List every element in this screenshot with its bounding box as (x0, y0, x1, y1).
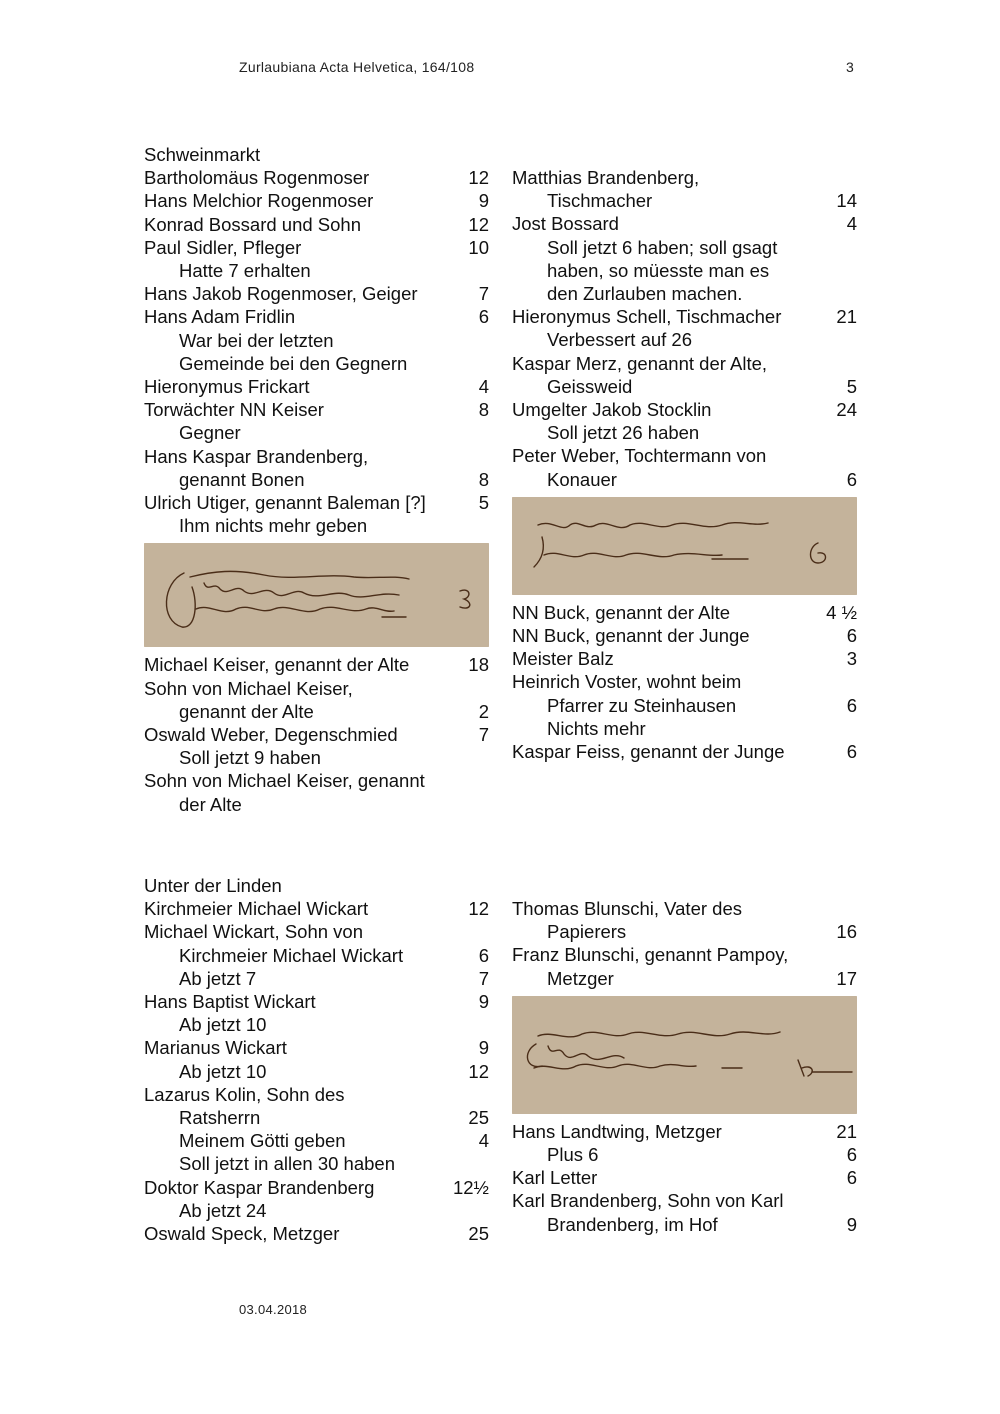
entry-name: genannt der Alte (179, 700, 314, 722)
entry-amount: 5 (846, 375, 857, 397)
entry-name: Paul Sidler, Pfleger (144, 236, 302, 258)
entry-name: Gegner (179, 422, 241, 444)
entry-amount: 7 (478, 724, 489, 746)
list-entry (144, 723, 489, 746)
entry-name: NN Buck, genannt der Junge (512, 625, 750, 647)
entry-name: Lazarus Kolin, Sohn des (144, 1083, 345, 1105)
entry-amount: 24 (836, 399, 857, 421)
entry-amount (461, 329, 489, 352)
list-entry (512, 1166, 857, 1189)
entry-name: Geissweid (547, 375, 633, 397)
list-entry (144, 1013, 489, 1036)
entry-amount: 8 (478, 399, 489, 421)
entry-amount (829, 328, 857, 351)
list-entry (144, 445, 489, 468)
list-entry (144, 1083, 489, 1106)
entry-name: Soll jetzt in allen 30 haben (179, 1153, 395, 1175)
list-entry (144, 514, 489, 537)
list-entry (512, 1120, 857, 1143)
list-entry (144, 398, 489, 421)
entry-amount: 10 (468, 236, 489, 258)
list-entry (144, 920, 489, 943)
list-entry (144, 236, 489, 259)
entry-name: haben, so müesste man es (547, 259, 770, 281)
document-title: Zurlaubiana Acta Helvetica, 164/108 (239, 59, 475, 75)
entry-amount: 14 (836, 190, 857, 212)
entry-amount (461, 1152, 489, 1175)
list-entry (144, 329, 489, 352)
entry-name: Ab jetzt 24 (179, 1199, 267, 1221)
page-number: 3 (846, 59, 855, 75)
entry-name: Meinem Götti geben (179, 1130, 346, 1152)
entry-name: Tischmacher (547, 190, 653, 212)
list-entry (144, 746, 489, 769)
entry-name: Metzger (547, 967, 614, 989)
footer-date: 03.04.2018 (239, 1302, 308, 1317)
entry-amount: 6 (846, 1167, 857, 1189)
section1-right-list (512, 166, 857, 491)
entry-name: Hans Baptist Wickart (144, 991, 316, 1013)
entry-name: War bei der letzten (179, 329, 334, 351)
list-entry (512, 398, 857, 421)
entry-name: genannt Bonen (179, 468, 305, 490)
entry-amount: 7 (478, 967, 489, 989)
list-entry (512, 166, 857, 189)
entry-name: Sohn von Michael Keiser, (144, 677, 353, 699)
entry-name: Peter Weber, Tochtermann von (512, 445, 767, 467)
entry-amount (829, 421, 857, 444)
entry-name: Verbessert auf 26 (547, 329, 693, 351)
entry-name: Plus 6 (547, 1144, 599, 1166)
entry-name: Papierers (547, 921, 627, 943)
entry-name: Konrad Bossard und Sohn (144, 213, 362, 235)
section-heading-unter-der-linden: Unter der Linden (144, 875, 282, 896)
entry-name: Kaspar Feiss, genannt der Junge (512, 741, 785, 763)
entry-amount: 5 (478, 492, 489, 514)
entry-amount: 18 (468, 654, 489, 676)
entry-name: Soll jetzt 6 haben; soll gsagt (547, 236, 778, 258)
entry-name: Torwächter NN Keiser (144, 399, 324, 421)
list-entry (144, 1106, 489, 1129)
entry-amount (829, 717, 857, 740)
entry-amount: 4 (846, 213, 857, 235)
entry-amount (461, 421, 489, 444)
list-entry (144, 468, 489, 491)
entry-name: Ihm nichts mehr geben (179, 515, 368, 537)
handwriting-scan-utiger (144, 543, 489, 647)
entry-amount: 21 (836, 306, 857, 328)
entry-amount (829, 897, 857, 920)
list-entry (512, 352, 857, 375)
entry-name: Marianus Wickart (144, 1037, 287, 1059)
list-entry (512, 943, 857, 966)
entry-name: Hans Jakob Rogenmoser, Geiger (144, 283, 418, 305)
entry-amount (829, 670, 857, 693)
list-entry (512, 694, 857, 717)
list-entry (512, 328, 857, 351)
section1-left-column (144, 143, 489, 816)
list-entry (144, 1129, 489, 1152)
entry-amount (829, 352, 857, 375)
list-entry (512, 1189, 857, 1212)
entry-amount: 21 (836, 1120, 857, 1142)
list-entry (144, 1152, 489, 1175)
list-entry (144, 1036, 489, 1059)
list-entry (512, 305, 857, 328)
list-entry (512, 375, 857, 398)
list-entry (144, 259, 489, 282)
entry-name: Meister Balz (512, 648, 614, 670)
entry-name: Nichts mehr (547, 717, 646, 739)
entry-amount: 4 ½ (826, 601, 857, 623)
list-entry (144, 944, 489, 967)
list-entry (512, 647, 857, 670)
entry-name: Matthias Brandenberg, (512, 167, 700, 188)
handwriting-scan-blunschi (512, 996, 857, 1114)
list-entry (144, 1199, 489, 1222)
list-entry (144, 189, 489, 212)
entry-amount: 16 (836, 921, 857, 943)
entry-name: Franz Blunschi, genannt Pampoy, (512, 944, 789, 966)
section1-left-list (144, 166, 489, 537)
entry-amount: 4 (478, 376, 489, 398)
entry-name: Michael Wickart, Sohn von (144, 921, 364, 943)
entry-name: Pfarrer zu Steinhausen (547, 694, 737, 716)
entry-amount: 12 (468, 167, 489, 189)
entry-amount: 7 (478, 283, 489, 305)
entry-amount (829, 236, 857, 259)
list-entry (144, 282, 489, 305)
section-heading-schweinmarkt: Schweinmarkt (144, 144, 261, 165)
section2-left-list (144, 897, 489, 1245)
list-entry (512, 670, 857, 693)
entry-name: Hieronymus Schell, Tischmacher (512, 306, 782, 328)
list-entry (512, 1143, 857, 1166)
entry-amount (829, 444, 857, 467)
entry-amount (461, 920, 489, 943)
list-entry (512, 740, 857, 763)
list-entry (512, 1213, 857, 1236)
handwriting-scan-weber (512, 497, 857, 595)
entry-name: Oswald Weber, Degenschmied (144, 724, 398, 746)
list-entry (512, 236, 857, 259)
list-entry (144, 653, 489, 676)
entry-amount: 6 (846, 741, 857, 763)
entry-name: Soll jetzt 26 haben (547, 422, 700, 444)
entry-name: Hatte 7 erhalten (179, 260, 311, 282)
entry-amount: 12 (468, 213, 489, 235)
list-entry (144, 1222, 489, 1245)
entry-name: Hieronymus Frickart (144, 376, 310, 398)
entry-amount (829, 166, 857, 189)
list-entry (512, 717, 857, 740)
entry-amount (461, 259, 489, 282)
entry-name: Umgelter Jakob Stocklin (512, 399, 712, 421)
list-entry (512, 897, 857, 920)
entry-name: Brandenberg, im Hof (547, 1213, 718, 1235)
entry-name: Ratsherrn (179, 1107, 261, 1129)
entry-amount (461, 1013, 489, 1036)
entry-amount (461, 1199, 489, 1222)
entry-amount: 12½ (452, 1176, 489, 1198)
entry-name: den Zurlauben machen. (547, 283, 743, 305)
entry-name: Kaspar Merz, genannt der Alte, (512, 352, 768, 374)
entry-amount: 4 (478, 1130, 489, 1152)
list-entry (144, 1176, 489, 1199)
list-entry (144, 769, 489, 792)
list-entry (512, 624, 857, 647)
entry-name: der Alte (179, 793, 242, 815)
list-entry (144, 967, 489, 990)
section1-right-column (512, 166, 857, 763)
entry-amount: 8 (478, 468, 489, 490)
section2-right-column (512, 897, 857, 1236)
entry-amount: 9 (478, 190, 489, 212)
entry-amount: 6 (846, 1144, 857, 1166)
entry-amount: 9 (846, 1213, 857, 1235)
entry-amount: 6 (846, 625, 857, 647)
section2-left-column (144, 874, 489, 1245)
entry-name: Soll jetzt 9 haben (179, 747, 321, 769)
entry-amount: 12 (468, 1060, 489, 1082)
section2-right-list (512, 897, 857, 990)
list-entry (512, 468, 857, 491)
list-entry (144, 700, 489, 723)
entry-amount: 12 (468, 898, 489, 920)
entry-amount: 2 (478, 700, 489, 722)
list-entry (144, 897, 489, 920)
entry-amount (829, 259, 857, 282)
list-entry (512, 212, 857, 235)
entry-name: Heinrich Voster, wohnt beim (512, 671, 742, 693)
entry-amount (461, 677, 489, 700)
list-entry (144, 677, 489, 700)
entry-amount: 3 (846, 648, 857, 670)
list-entry (512, 189, 857, 212)
entry-name: Oswald Speck, Metzger (144, 1223, 340, 1245)
list-entry (144, 793, 489, 816)
entry-amount (461, 352, 489, 375)
list-entry (144, 421, 489, 444)
entry-amount (461, 1083, 489, 1106)
section1-left-list-continued (144, 653, 489, 815)
entry-name: Thomas Blunschi, Vater des (512, 898, 742, 919)
list-entry (144, 1060, 489, 1083)
entry-name: Doktor Kaspar Brandenberg (144, 1176, 375, 1198)
list-entry (144, 166, 489, 189)
list-entry (512, 421, 857, 444)
list-entry (512, 282, 857, 305)
entry-amount: 25 (468, 1107, 489, 1129)
section1-right-list-continued (512, 601, 857, 763)
list-entry (144, 305, 489, 328)
entry-name: Jost Bossard (512, 213, 619, 235)
list-entry (512, 259, 857, 282)
list-entry (144, 491, 489, 514)
entry-name: NN Buck, genannt der Alte (512, 601, 731, 623)
entry-name: Hans Landtwing, Metzger (512, 1120, 722, 1142)
entry-name: Michael Keiser, genannt der Alte (144, 654, 410, 676)
entry-name: Kirchmeier Michael Wickart (144, 898, 369, 920)
entry-name: Ab jetzt 10 (179, 1060, 267, 1082)
list-entry (144, 213, 489, 236)
entry-name: Ulrich Utiger, genannt Baleman [?] (144, 492, 426, 514)
list-entry (144, 375, 489, 398)
list-entry (512, 920, 857, 943)
entry-amount (829, 943, 857, 966)
entry-amount: 6 (846, 694, 857, 716)
entry-amount (829, 1189, 857, 1212)
entry-amount (461, 769, 489, 792)
entry-amount: 17 (836, 967, 857, 989)
entry-name: Sohn von Michael Keiser, genannt (144, 770, 425, 792)
entry-amount (461, 445, 489, 468)
entry-amount: 9 (478, 991, 489, 1013)
list-entry (512, 444, 857, 467)
list-entry (144, 990, 489, 1013)
entry-amount: 9 (478, 1037, 489, 1059)
entry-amount: 25 (468, 1223, 489, 1245)
list-entry (512, 967, 857, 990)
entry-amount (829, 282, 857, 305)
section2-right-list-continued (512, 1120, 857, 1236)
entry-amount (461, 793, 489, 816)
entry-name: Gemeinde bei den Gegnern (179, 352, 408, 374)
entry-name: Ab jetzt 7 (179, 967, 257, 989)
list-entry (512, 601, 857, 624)
entry-name: Ab jetzt 10 (179, 1014, 267, 1036)
entry-name: Bartholomäus Rogenmoser (144, 167, 370, 189)
entry-name: Hans Melchior Rogenmoser (144, 190, 374, 212)
entry-name: Hans Kaspar Brandenberg, (144, 445, 369, 467)
entry-amount: 6 (846, 468, 857, 490)
entry-amount (461, 514, 489, 537)
entry-name: Konauer (547, 468, 617, 490)
entry-name: Karl Letter (512, 1167, 598, 1189)
entry-amount: 6 (478, 306, 489, 328)
entry-amount (461, 746, 489, 769)
entry-name: Kirchmeier Michael Wickart (179, 944, 404, 966)
list-entry (144, 352, 489, 375)
entry-name: Karl Brandenberg, Sohn von Karl (512, 1190, 784, 1212)
entry-name: Hans Adam Fridlin (144, 306, 296, 328)
entry-amount: 6 (478, 944, 489, 966)
